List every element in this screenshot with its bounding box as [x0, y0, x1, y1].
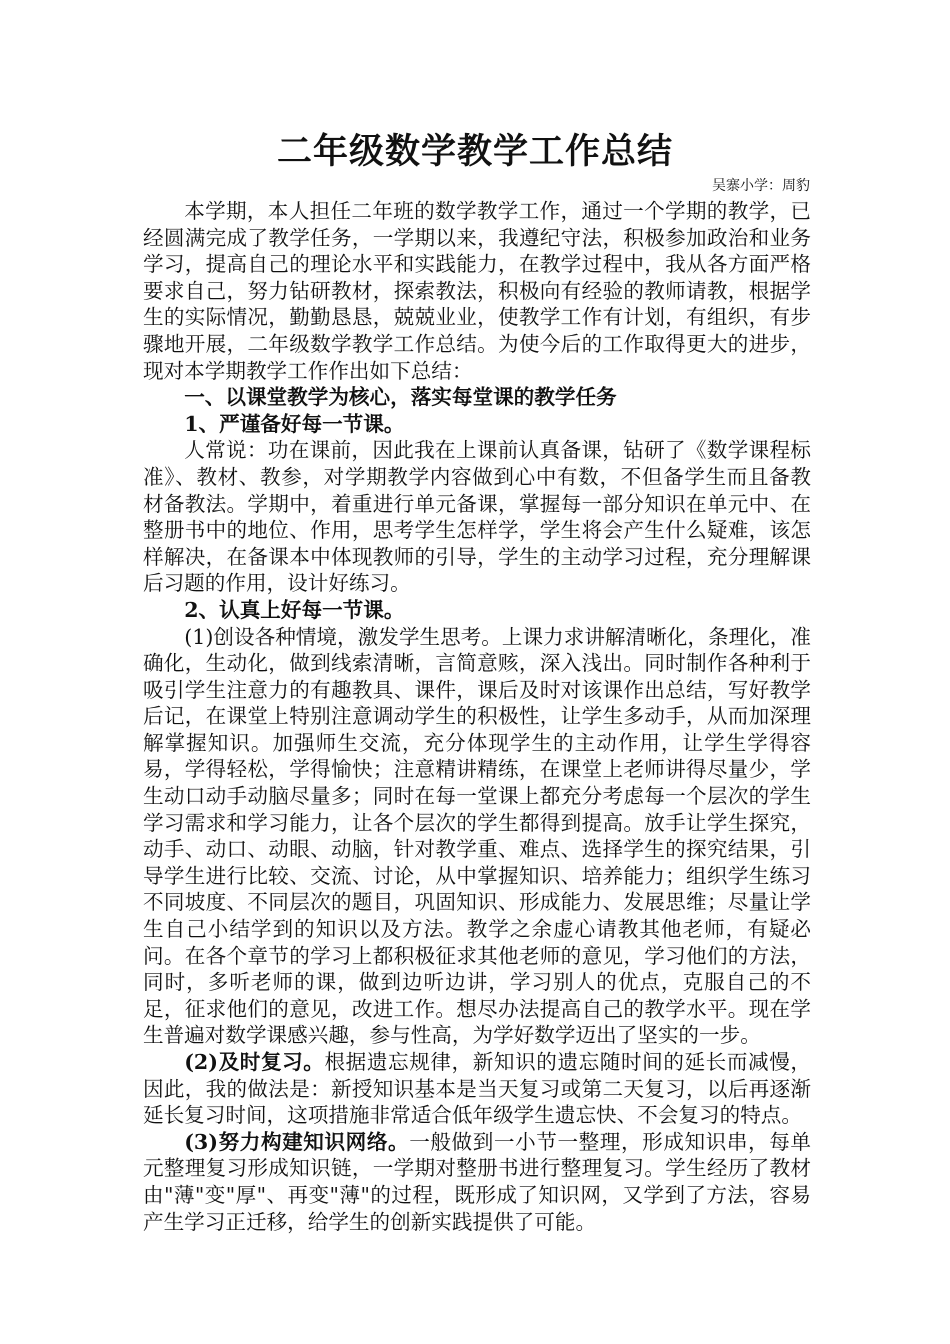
item-3-lead: (3)努力构建知识网络。	[184, 1129, 410, 1154]
section-heading-1: 一、以课堂教学为核心，落实每堂课的教学任务	[184, 385, 617, 410]
subsection-1-paragraph: 人常说：功在课前，因此我在上课前认真备课，钻研了《数学课程标准》、教材、教参，对学期教学内容做到心中有数，不但备学生而且备教材备教法。学期中，着重进行单元备课，掌握每一部分知识在单元中、在整册书中的地位、作用，思考学生怎样学，学生将会产生什么疑难，该怎样解决，在备课本中体现教师的引导，学生的主动学习过程，充分理解课后习题的作用，设计好练习。	[143, 438, 811, 596]
author-line: 吴寨小学：周豹	[712, 178, 810, 194]
intro-paragraph: 本学期，本人担任二年班的数学教学工作，通过一个学期的教学，已经圆满完成了教学任务，一学期以来，我遵纪守法，积极参加政治和业务学习，提高自己的理论水平和实践能力，在教学过程中，我从各方面严格要求自己，努力钻研教材，探索教法，积极向有经验的教师请教，根据学生的实际情况，勤勤恳恳，兢兢业业，使教学工作有计划，有组织，有步骤地开展，二年级数学教学工作总结。为使今后的工作取得更大的进步，现对本学期教学工作作出如下总结：	[143, 199, 811, 383]
document-title: 二年级数学教学工作总结	[276, 131, 673, 172]
item-3-text: 一般做到一小节一整理，形成知识串，每单元整理复习形成知识链，一学期对整册书进行整理复习。学生经历了教材由"薄"变"厚"、再变"薄"的过程，既形成了知识网，又学到了方法，容易产生学习正迁移，给学生的创新实践提供了可能。	[143, 1129, 811, 1234]
item-2-text: 根据遗忘规律，新知识的遗忘随时间的延长而减慢，因此，我的做法是：新授知识基本是当天复习或第二天复习，以后再逐渐延长复习时间，这项措施非常适合低年级学生遗忘快、不会复习的特点。	[143, 1050, 811, 1128]
subsection-heading-2: 2、认真上好每一节课。	[184, 597, 405, 622]
item-3-paragraph	[143, 1129, 811, 1235]
item-1-paragraph: (1)创设各种情境，激发学生思考。上课力求讲解清晰化，条理化，准确化，生动化，做到线索清晰，言简意赅，深入浅出。同时制作各种利于吸引学生注意力的有趣教具、课件，课后及时对该课作出总结，写好教学后记，在课堂上特别注意调动学生的积极性，让学生多动手，从而加深理解掌握知识。加强师生交流，充分体现学生的主动作用，让学生学得容易，学得轻松，学得愉快；注意精讲精练，在课堂上老师讲得尽量少，学生动口动手动脑尽量多；同时在每一堂课上都充分考虑每一个层次的学生学习需求和学习能力，让各个层次的学生都得到提高。放手让学生探究，动手、动口、动眼、动脑，针对教学重、难点、选择学生的探究结果，引导学生进行比较、交流、讨论，从中掌握知识、培养能力；组织学生练习不同坡度、不同层次的题目，巩固知识、形成能力、发展思维；尽量让学生自己小结学到的知识以及方法。教学之余虚心请教其他老师，有疑必问。在各个章节的学习上都积极征求其他老师的意见，学习他们的方法，同时，多听老师的课，做到边听边讲，学习别人的优点，克服自己的不足，征求他们的意见，改进工作。想尽办法提高自己的教学水平。现在学生普遍对数学课感兴趣，参与性高，为学好数学迈出了坚实的一步。	[143, 624, 811, 1048]
subsection-heading-1: 1、严谨备好每一节课。	[184, 411, 405, 436]
document-body	[143, 198, 811, 1235]
item-2-lead: (2)及时复习。	[184, 1050, 325, 1074]
item-2-paragraph	[143, 1049, 811, 1129]
